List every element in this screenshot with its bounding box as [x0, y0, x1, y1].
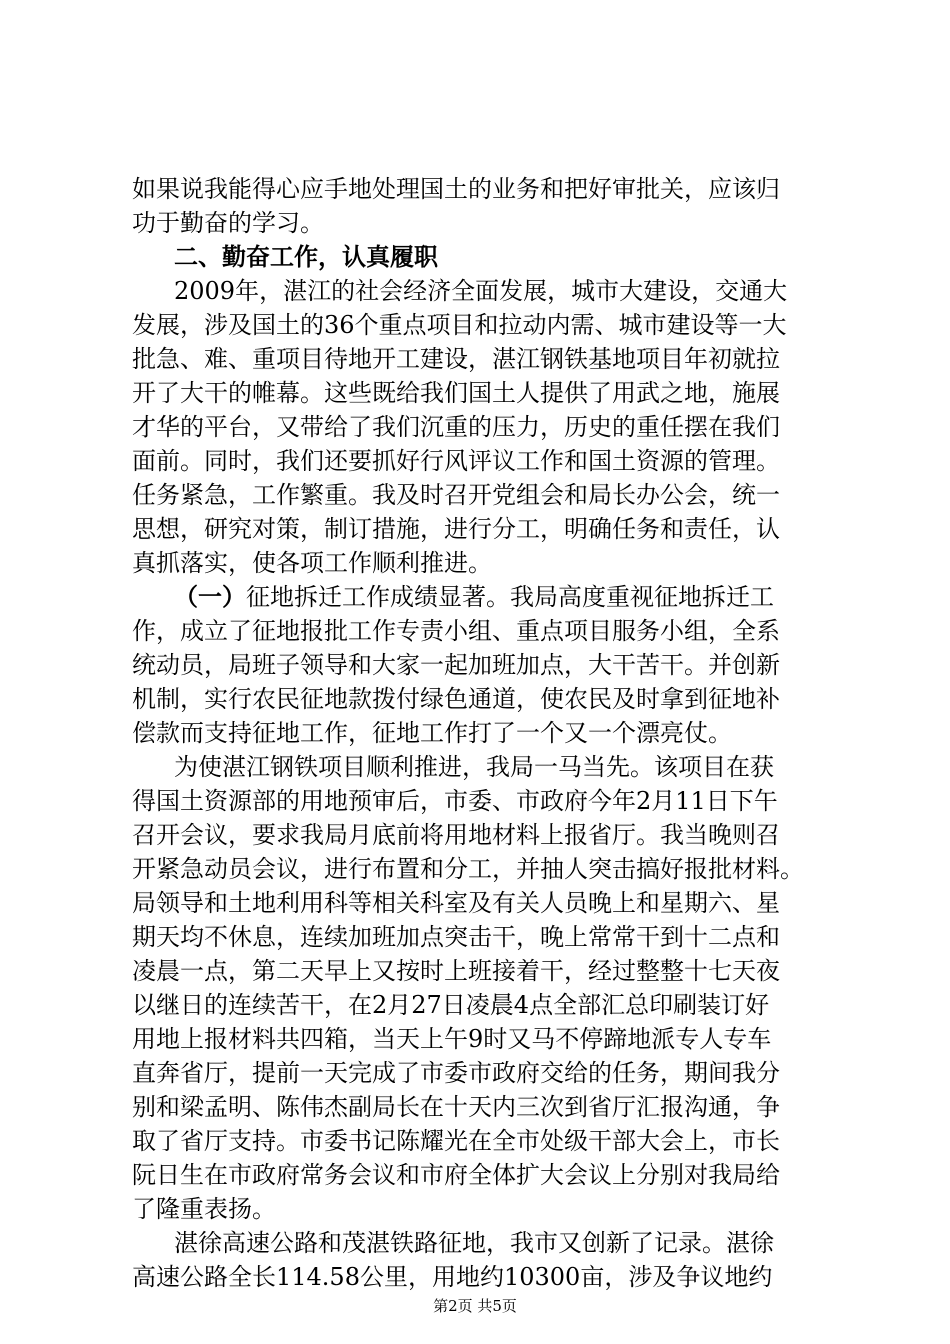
- paragraph-line: 别和梁孟明、陈伟杰副局长在十天内三次到省厅汇报沟通，争: [132, 1093, 780, 1121]
- paragraph-line: 开了大干的帷幕。这些既给我们国土人提供了用武之地，施展: [132, 379, 780, 407]
- subsection-text: 征地拆迁工作成绩显著。我局高度重视征地拆迁工: [246, 583, 774, 611]
- paragraph-line: 为使湛江钢铁项目顺利推进，我局一马当先。该项目在获: [174, 753, 774, 781]
- paragraph-line: 如果说我能得心应手地处理国土的业务和把好审批关，应该归: [132, 175, 780, 203]
- paragraph-line: 高速公路全长114.58公里，用地约10300亩，涉及争议地约: [132, 1263, 773, 1291]
- page-footer: 第2页 共5页: [433, 1297, 517, 1315]
- paragraph-line: 功于勤奋的学习。: [132, 209, 324, 237]
- paragraph-line: 阮日生在市政府常务会议和市府全体扩大会议上分别对我局给: [132, 1161, 780, 1189]
- paragraph-line: 以继日的连续苦干，在2月27日凌晨4点全部汇总印刷装订好: [132, 991, 770, 1019]
- subsection-label: （一）: [174, 582, 246, 611]
- paragraph-line: 批急、难、重项目待地开工建设，湛江钢铁基地项目年初就拉: [132, 345, 780, 373]
- paragraph-line: 真抓落实，使各项工作顺利推进。: [132, 549, 492, 577]
- paragraph-line: 凌晨一点，第二天早上又按时上班接着干，经过整整十七天夜: [132, 957, 780, 985]
- paragraph-line: 湛徐高速公路和茂湛铁路征地，我市又创新了记录。湛徐: [174, 1229, 774, 1257]
- section-heading: 二、勤奋工作，认真履职: [174, 242, 438, 271]
- paragraph-line: 2009年，湛江的社会经济全面发展，城市大建设，交通大: [174, 277, 788, 305]
- paragraph-line: 面前。同时，我们还要抓好行风评议工作和国土资源的管理。: [132, 447, 780, 475]
- paragraph-line: 用地上报材料共四箱，当天上午9时又马不停蹄地派专人专车: [132, 1025, 772, 1053]
- paragraph-line: 得国土资源部的用地预审后，市委、市政府今年2月11日下午: [132, 787, 778, 815]
- paragraph-line: 思想，研究对策，制订措施，进行分工，明确任务和责任，认: [132, 515, 780, 543]
- paragraph-line: 局领导和土地利用科等相关科室及有关人员晚上和星期六、星: [132, 889, 780, 917]
- paragraph-line: 了隆重表扬。: [132, 1195, 276, 1223]
- paragraph-line: 期天均不休息，连续加班加点突击干，晚上常常干到十二点和: [132, 923, 780, 951]
- paragraph-line: 直奔省厅，提前一天完成了市委市政府交给的任务，期间我分: [132, 1059, 780, 1087]
- paragraph-line: 开紧急动员会议，进行布置和分工，并抽人突击搞好报批材料。: [132, 855, 804, 883]
- paragraph-line: 召开会议，要求我局月底前将用地材料上报省厅。我当晚则召: [132, 821, 780, 849]
- paragraph-line: 发展，涉及国土的36个重点项目和拉动内需、城市建设等一大: [132, 311, 787, 339]
- paragraph-line: 作，成立了征地报批工作专责小组、重点项目服务小组，全系: [132, 617, 780, 645]
- paragraph-line: 偿款而支持征地工作，征地工作打了一个又一个漂亮仗。: [132, 719, 732, 747]
- paragraph-line: 才华的平台，又带给了我们沉重的压力，历史的重任摆在我们: [132, 413, 780, 441]
- paragraph-line: 统动员，局班子领导和大家一起加班加点，大干苦干。并创新: [132, 651, 780, 679]
- paragraph-line: 任务紧急，工作繁重。我及时召开党组会和局长办公会，统一: [132, 481, 780, 509]
- paragraph-line: 取了省厅支持。市委书记陈耀光在全市处级干部大会上，市长: [132, 1127, 780, 1155]
- paragraph-line: 机制，实行农民征地款拨付绿色通道，使农民及时拿到征地补: [132, 685, 780, 713]
- subsection-line: [174, 580, 832, 614]
